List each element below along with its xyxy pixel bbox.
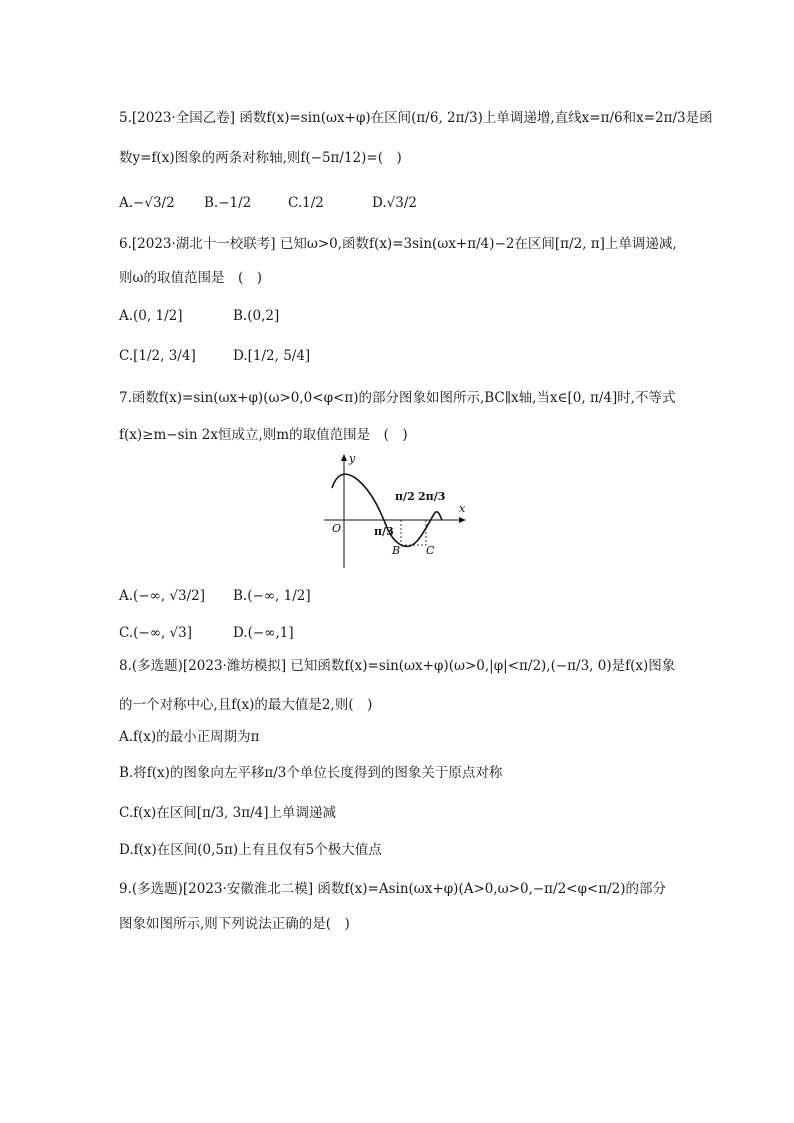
q7-option-d: D.(−∞,1]: [233, 625, 294, 641]
point-c-label: C: [426, 544, 435, 557]
q8-option-a: A.f(x)的最小正周期为π: [119, 729, 260, 745]
q6-option-b: B.(0,2]: [233, 308, 280, 324]
tick-pi-3: π/3: [374, 525, 394, 538]
q5-option-d: D.√3/2: [372, 195, 417, 211]
q6-stem-line-2: 则ω的取值范围是 ( ): [119, 270, 263, 286]
q8-stem-line-2: 的一个对称中心,且f(x)的最大值是2,则( ): [119, 697, 373, 713]
origin-label: O: [332, 522, 342, 535]
tick-2pi-3: 2π/3: [418, 490, 446, 503]
q5-stem-line-2: 数y=f(x)图象的两条对称轴,则f(−5π/12)=( ): [119, 150, 402, 166]
q6-option-a: A.(0, 1/2]: [119, 308, 183, 324]
q9-stem-line-1: 9.(多选题)[2023·安徽淮北二模] 函数f(x)=Asin(ωx+φ)(A>0,ω>0,−π/2<φ<π/2)的部分: [119, 881, 667, 897]
tick-pi-2: π/2: [395, 490, 415, 503]
q7-option-c: C.(−∞, √3]: [119, 625, 193, 641]
y-axis-arrow-icon: [341, 454, 347, 461]
q9-stem-line-2: 图象如图所示,则下列说法正确的是( ): [119, 916, 350, 932]
q7-function-graph: [322, 450, 472, 570]
point-b-label: B: [392, 544, 401, 557]
q5-stem-line-1: 5.[2023·全国乙卷] 函数f(x)=sin(ωx+φ)在区间(π/6, 2π/3)上单调递增,直线x=π/6和x=2π/3是函: [119, 110, 713, 126]
q8-option-c: C.f(x)在区间[π/3, 3π/4]上单调递减: [119, 805, 337, 821]
q7-option-a: A.(−∞, √3/2]: [119, 588, 206, 604]
q8-stem-line-1: 8.(多选题)[2023·潍坊模拟] 已知函数f(x)=sin(ωx+φ)(ω>0,|φ|<π/2),(−π/3, 0)是f(x)图象: [119, 658, 676, 674]
q6-option-c: C.[1/2, 3/4]: [119, 348, 196, 364]
q5-option-a: A.−√3/2: [119, 195, 175, 211]
q7-stem-line-1: 7.函数f(x)=sin(ωx+φ)(ω>0,0<φ<π)的部分图象如图所示,BC∥x轴,当x∈[0, π/4]时,不等式: [119, 390, 676, 406]
x-axis-arrow-icon: [459, 517, 466, 523]
q8-option-b: B.将f(x)的图象向左平移π/3个单位长度得到的图象关于原点对称: [119, 765, 503, 781]
q5-option-b: B.−1/2: [204, 195, 252, 211]
q6-option-d: D.[1/2, 5/4]: [233, 348, 311, 364]
q7-option-b: B.(−∞, 1/2]: [233, 588, 311, 604]
q5-option-c: C.1/2: [288, 195, 324, 211]
x-axis-label: x: [459, 502, 466, 515]
q8-option-d: D.f(x)在区间(0,5π)上有且仅有5个极大值点: [119, 842, 382, 858]
q6-stem-line-1: 6.[2023·湖北十一校联考] 已知ω>0,函数f(x)=3sin(ωx+π/4)−2在区间[π/2, π]上单调递减,: [119, 236, 677, 252]
q7-stem-line-2: f(x)≥m−sin 2x恒成立,则m的取值范围是 ( ): [119, 427, 408, 443]
y-axis-label: y: [349, 452, 356, 465]
